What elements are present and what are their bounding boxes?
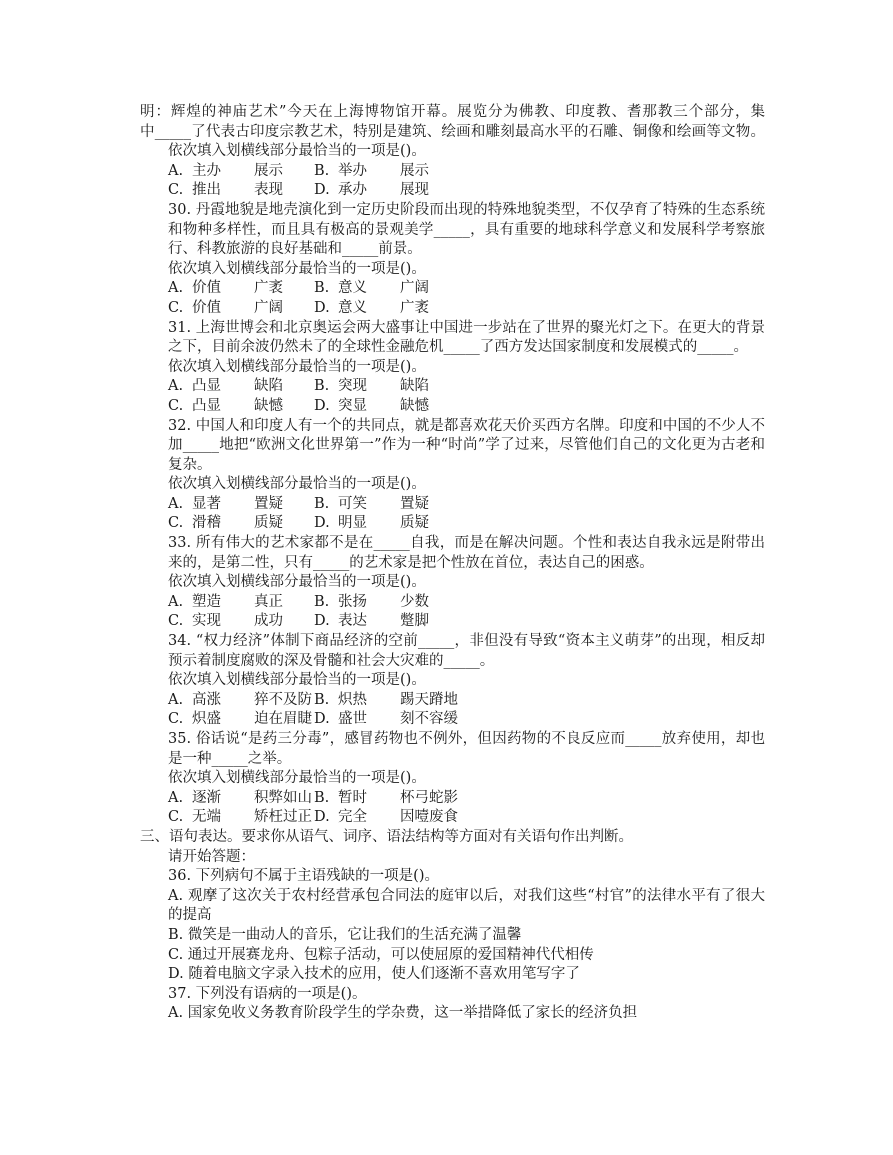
intro-line-2: 中_____了代表古印度宗教艺术，特别是建筑、绘画和雕刻最高水平的石雕、铜像和绘画等文物。 (140, 123, 765, 140)
question-34-instruction: 依次填入划横线部分最恰当的一项是()。 (168, 672, 426, 689)
q31-options-row-2 (140, 397, 765, 417)
question-32-stem: 32. 中国人和印度人有一个的共同点，就是都喜欢花天价买西方名牌。印度和中国的不少人不加_____地把“欧洲文化世界第一”作为一种“时尚”学了过来，尽管他们自己的文化更为古老和复杂。 (168, 417, 765, 473)
section-3-heading: 三、语句表达。要求你从语气、词序、语法结构等方面对有关语句作出判断。 (140, 828, 633, 845)
q29-option-d: D. 承办 展现 (314, 182, 429, 199)
q33-options-row-2 (140, 612, 765, 632)
q35-options-row-1 (140, 789, 765, 809)
question-35-stem: 35. 俗话说“是药三分毒”，感冒药物也不例外，但因药物的不良反应而_____放弃使用，却也是一种_____之举。 (168, 731, 765, 767)
q31-option-d: D. 突显 缺憾 (314, 397, 429, 414)
q30-option-b: B. 意义 广阔 (314, 280, 429, 297)
q34-options-row-1 (140, 691, 765, 711)
q34-option-b: B. 炽热 踢天蹐地 (314, 691, 458, 708)
question-31-stem: 31. 上海世博会和北京奥运会两大盛事让中国进一步站在了世界的聚光灯之下。在更大的背景之下，目前余波仍然未了的全球性金融危机_____了西方发达国家制度和发展模式的_____。 (168, 319, 765, 356)
question-33-instruction: 依次填入划横线部分最恰当的一项是()。 (168, 574, 426, 591)
question-31-instruction: 依次填入划横线部分最恰当的一项是()。 (168, 358, 426, 375)
question-29-instruction: 依次填入划横线部分最恰当的一项是()。 (168, 143, 426, 160)
q34-options-row-2 (140, 710, 765, 730)
q34-option-d: D. 盛世 刻不容缓 (314, 711, 458, 728)
q33-option-a: A. 塑造 真正 (168, 593, 283, 610)
q33-option-c: C. 实现 成功 (168, 613, 283, 630)
q29-option-b: B. 举办 展示 (314, 162, 429, 179)
section-3-start-prompt: 请开始答题： (168, 848, 255, 865)
q30-options-row-2 (140, 299, 765, 319)
q29-options-row-1 (140, 162, 765, 182)
q29-options-row-2 (140, 181, 765, 201)
q36-option-b: B. 微笑是一曲动人的音乐，它让我们的生活充满了温馨 (168, 926, 522, 943)
intro-line-1: 明：辉煌的神庙艺术”今天在上海博物馆开幕。展览分为佛教、印度教、耆那教三个部分，集 (140, 104, 765, 120)
question-30-stem: 30. 丹霞地貌是地壳演化到一定历史阶段而出现的特殊地貌类型，不仅孕育了特殊的生态系统和物种多样性，而且具有极高的景观美学_____，具有重要的地球科学意义和发展科学考察旅行、科教旅游的良好基础和_____前景。 (168, 201, 765, 258)
q30-options-row-1 (140, 279, 765, 299)
q32-option-b: B. 可笑 置疑 (314, 495, 429, 512)
q34-option-c: C. 炽盛 迫在眉睫 (168, 711, 312, 728)
question-30-instruction: 依次填入划横线部分最恰当的一项是()。 (168, 260, 426, 277)
q31-options-row-1 (140, 377, 765, 397)
question-37-stem: 37. 下列没有语病的一项是()。 (168, 985, 367, 1002)
question-36-stem: 36. 下列病句不属于主语残缺的一项是()。 (168, 868, 439, 885)
q35-option-c: C. 无端 矫枉过正 (168, 809, 312, 826)
question-32-instruction: 依次填入划横线部分最恰当的一项是()。 (168, 476, 426, 493)
q30-option-c: C. 价值 广阔 (168, 299, 283, 316)
q36-option-c: C. 通过开展赛龙舟、包粽子活动，可以使屈原的爱国精神代代相传 (168, 946, 594, 963)
q35-option-b: B. 暂时 杯弓蛇影 (314, 789, 458, 806)
q33-option-d: D. 表达 蹩脚 (314, 613, 429, 630)
q30-option-a: A. 价值 广袤 (168, 280, 283, 297)
q32-options-row-1 (140, 495, 765, 515)
q31-option-c: C. 凸显 缺憾 (168, 397, 283, 414)
q29-option-a: A. 主办 展示 (168, 162, 283, 179)
q35-option-a: A. 逐渐 积弊如山 (168, 789, 312, 806)
q30-option-d: D. 意义 广袤 (314, 299, 429, 316)
question-33-stem: 33. 所有伟大的艺术家都不是在_____自我，而是在解决问题。个性和表达自我永远是附带出来的，是第二性，只有_____的艺术家是把个性放在首位，表达自己的困惑。 (168, 535, 765, 571)
q29-option-c: C. 推出 表现 (168, 182, 283, 199)
q31-option-b: B. 突现 缺陷 (314, 378, 429, 395)
q34-option-a: A. 高涨 猝不及防 (168, 691, 312, 708)
q36-option-d: D. 随着电脑文字录入技术的应用，使人们逐渐不喜欢用笔写字了 (168, 966, 580, 983)
q32-option-a: A. 显著 置疑 (168, 495, 283, 512)
q31-option-a: A. 凸显 缺陷 (168, 378, 283, 395)
q36-option-a: A. 观摩了这次关于农村经营承包合同法的庭审以后，对我们这些“村官”的法律水平有了很大的提高 (168, 887, 765, 924)
q37-option-a: A. 国家免收义务教育阶段学生的学杂费，这一举措降低了家长的经济负担 (168, 1005, 638, 1022)
q35-option-d: D. 完全 因噎废食 (314, 809, 458, 826)
question-35-instruction: 依次填入划横线部分最恰当的一项是()。 (168, 770, 426, 787)
q33-options-row-1 (140, 593, 765, 613)
q32-options-row-2 (140, 514, 765, 534)
q32-option-d: D. 明显 质疑 (314, 515, 429, 532)
question-34-stem: 34. “权力经济”体制下商品经济的空前_____，非但没有导致“资本主义萌芽”的出现，相反却预示着制度腐败的深及骨髓和社会大灾难的_____。 (168, 633, 765, 669)
q32-option-c: C. 滑稽 质疑 (168, 515, 283, 532)
exam-content (140, 103, 765, 1024)
q35-options-row-2 (140, 808, 765, 828)
q33-option-b: B. 张扬 少数 (314, 593, 429, 610)
